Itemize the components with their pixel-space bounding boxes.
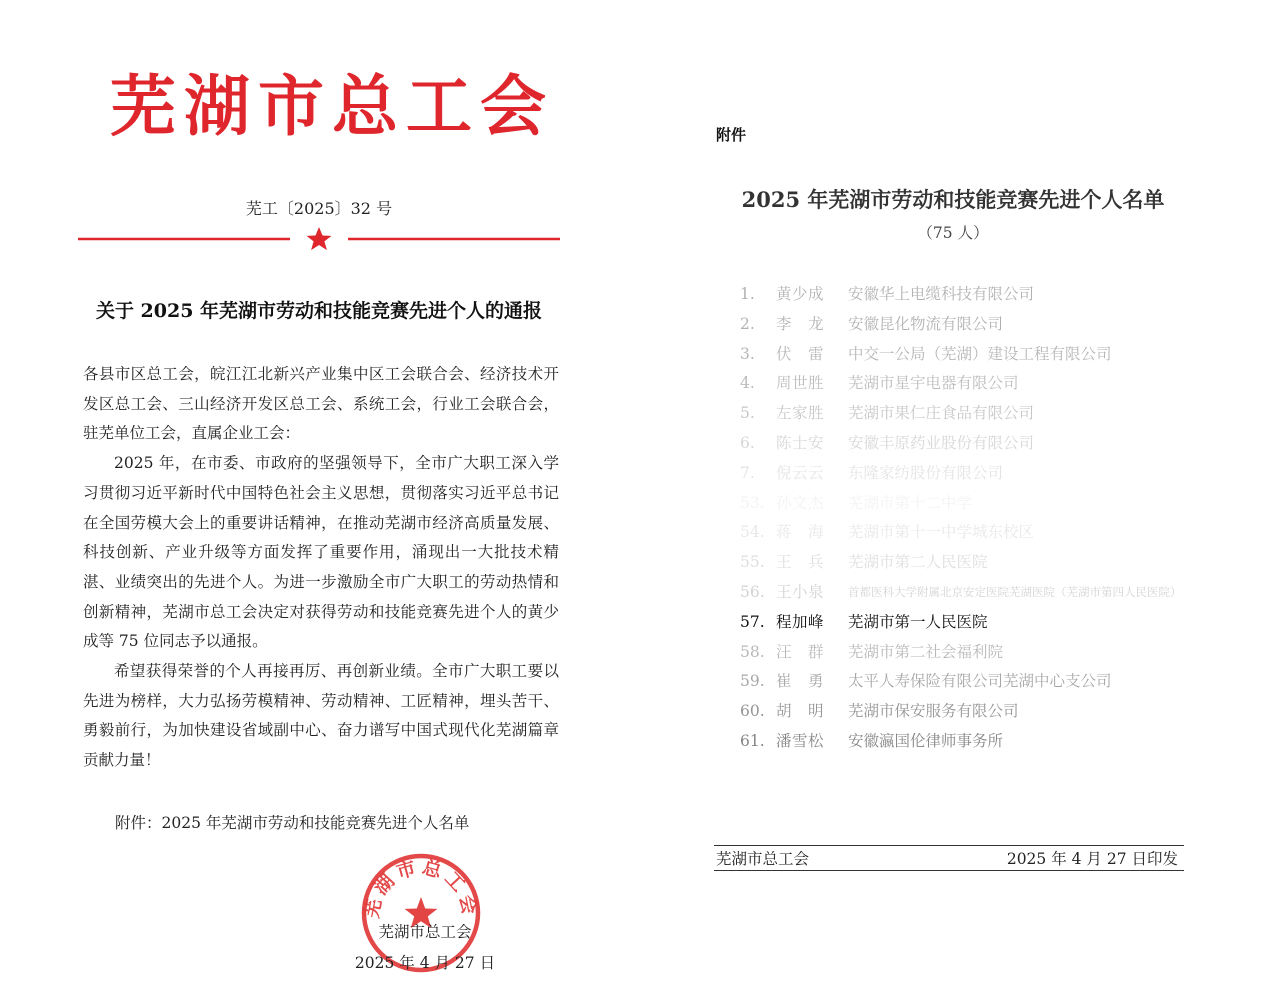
star-icon (307, 227, 332, 250)
list-item-organization: 芜湖市第二社会福利院 (848, 642, 1004, 661)
list-item-number: 57. (740, 612, 765, 631)
list-item (740, 280, 1210, 310)
list-item (740, 459, 1210, 489)
list-item-number: 1. (740, 285, 755, 303)
list-item-name: 蒋 海 (776, 523, 825, 542)
list-item-number: 58. (740, 642, 765, 661)
attachment-label: 附件 (716, 127, 747, 144)
list-item-number: 53. (740, 493, 765, 512)
footer-org: 芜湖市总工会 (716, 850, 810, 868)
footer-bottom-rule (714, 870, 1184, 871)
list-item-name: 周世胜 (776, 374, 825, 393)
list-item-number: 60. (740, 702, 765, 721)
list-item-organization: 东隆家纺股份有限公司 (848, 463, 1004, 482)
list-item-name: 陈士安 (776, 433, 825, 452)
attachment-reference: 附件：2025 年芜湖市劳动和技能竞赛先进个人名单 (115, 814, 470, 832)
list-item-organization: 芜湖市第二人民医院 (848, 553, 988, 572)
list-item-number: 3. (740, 344, 755, 363)
list-item (740, 608, 1210, 638)
list-item (740, 518, 1210, 548)
list-item-number: 55. (740, 553, 765, 572)
issue-footer (714, 845, 1184, 873)
list-item-name: 潘雪松 (776, 731, 825, 750)
list-item-number: 4. (740, 374, 755, 393)
list-item-name: 胡 明 (776, 702, 825, 721)
signature-date: 2025 年 4 月 27 日 (354, 954, 496, 972)
signature-org: 芜湖市总工会 (378, 923, 472, 941)
seal-text-path: 芜湖市总工会 (360, 856, 482, 920)
salutation-paragraph: 各县市区总工会，皖江江北新兴产业集中区工会联合会、经济技术开发区总工会、三山经济开发区总工会、系统工会，行业工会联合会，驻芜单位工会，直属企业工会： (83, 365, 559, 443)
list-item-name: 汪 群 (776, 642, 825, 661)
list-item-organization: 中交一公局（芜湖）建设工程有限公司 (848, 344, 1112, 363)
list-item-organization: 安徽瀛国伦律师事务所 (848, 731, 1004, 750)
list-item-number: 56. (740, 582, 765, 601)
list-item (740, 340, 1210, 370)
list-item-organization: 芜湖市第一人民医院 (848, 612, 988, 631)
notice-body (83, 360, 559, 776)
list-item-organization: 太平人寿保险有限公司芜湖中心支公司 (848, 672, 1112, 691)
red-divider-with-star (78, 224, 560, 254)
footer-top-rule (714, 845, 1184, 846)
list-item-organization: 芜湖市星宇电器有限公司 (848, 374, 1019, 393)
list-item (740, 548, 1210, 578)
list-item-organization: 芜湖市果仁庄食品有限公司 (848, 404, 1035, 423)
list-item (740, 667, 1210, 697)
list-item-number: 2. (740, 314, 755, 333)
list-item-name: 左家胜 (776, 404, 825, 423)
list-item-organization: 首都医科大学附属北京安定医院芜湖医院（芜湖市第四人民医院） (848, 584, 1182, 599)
list-item-number: 59. (740, 672, 765, 691)
list-title: 2025 年芜湖市劳动和技能竞赛先进个人名单 (741, 187, 1165, 212)
list-item (740, 369, 1210, 399)
list-item (740, 399, 1210, 429)
list-item (740, 429, 1210, 459)
list-item-name: 程加峰 (776, 612, 825, 631)
honoree-list (740, 280, 1210, 757)
body-paragraph-1: 2025 年，在市委、市政府的坚强领导下，全市广大职工深入学习贯彻习近平新时代中国特色社会主义思想，贯彻落实习近平总书记在全国劳模大会上的重要讲话精神，在推动芜湖市经济高质量发展、科技创新、产业升级等方面发挥了重要作用，涌现出一大批技术精湛、业绩突出的先进个人。为进一步激励全市广大职工的劳动热情和创新精神，芜湖市总工会决定对获得劳动和技能竞赛先进个人的黄少成等 75 位同志予以通报。 (83, 454, 559, 651)
list-item-name: 伏 雷 (776, 344, 825, 363)
body-paragraph-2: 希望获得荣誉的个人再接再厉、再创新业绩。全市广大职工要以先进为榜样，大力弘扬劳模精神、劳动精神、工匠精神，埋头苦干、勇毅前行，为加快建设省域副中心、奋力谱写中国式现代化芜湖篇章贡献力量！ (83, 662, 559, 770)
list-item (740, 578, 1210, 608)
letterhead-title: 芜湖市总工会 (110, 67, 554, 145)
list-item-name: 崔 勇 (776, 672, 825, 691)
notice-title: 关于 2025 年芜湖市劳动和技能竞赛先进个人的通报 (95, 300, 543, 322)
list-item-organization: 安徽昆化物流有限公司 (848, 314, 1004, 333)
list-item-name: 李 龙 (776, 314, 825, 333)
list-count: （75 人） (917, 224, 989, 242)
list-item-name: 倪云云 (776, 463, 825, 482)
footer-date: 2025 年 4 月 27 日印发 (1006, 850, 1178, 868)
list-item (740, 489, 1210, 519)
list-item-organization: 安徽丰原药业股份有限公司 (848, 433, 1035, 452)
list-item-organization: 芜湖市保安服务有限公司 (848, 702, 1019, 721)
document-number: 芜工〔2025〕32 号 (245, 199, 393, 218)
list-item (740, 310, 1210, 340)
list-item-number: 54. (740, 523, 765, 542)
list-item-organization: 芜湖市第十二中学 (848, 493, 973, 512)
list-item-name: 孙文杰 (776, 493, 825, 512)
list-item-organization: 芜湖市第十一中学城东校区 (848, 523, 1035, 542)
list-item (740, 638, 1210, 668)
list-item (740, 697, 1210, 727)
list-item-name: 黄少成 (776, 285, 825, 303)
list-item-name: 王小泉 (776, 582, 825, 601)
list-item-number: 6. (740, 433, 755, 452)
list-item-name: 王 兵 (776, 553, 825, 572)
list-item (740, 727, 1210, 757)
list-item-organization: 安徽华上电缆科技有限公司 (848, 285, 1035, 303)
list-item-number: 61. (740, 731, 765, 750)
list-item-number: 7. (740, 463, 755, 482)
list-item-number: 5. (740, 404, 755, 423)
